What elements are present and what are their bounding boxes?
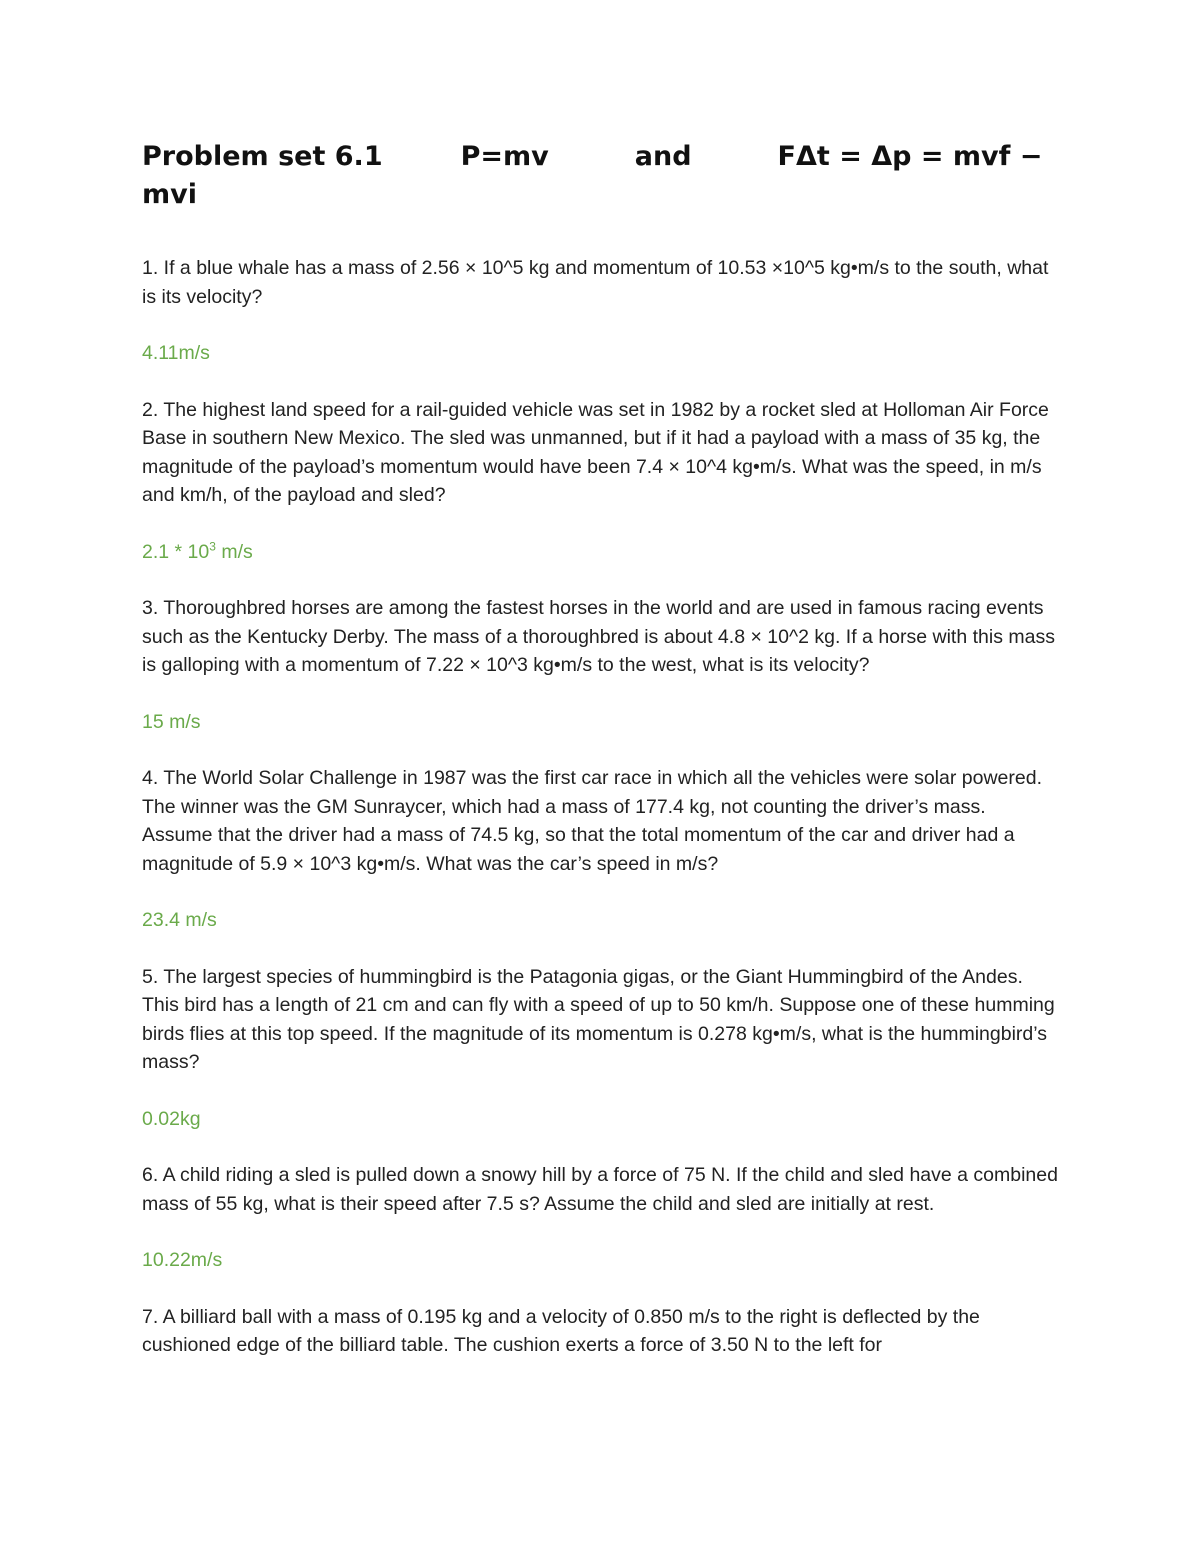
title-problem-set: Problem set 6.1 bbox=[142, 141, 383, 172]
question-1: 1. If a blue whale has a mass of 2.56 × 10^5 kg and momentum of 10.53 ×10^5 kg•m/s to the south, what is its velocity? bbox=[142, 257, 1049, 308]
page-title bbox=[142, 138, 1060, 214]
answer-2-exponent: 3 bbox=[209, 539, 216, 553]
title-momentum-formula: P=mv bbox=[460, 141, 549, 172]
answer-2-base: 2.1 * 10 bbox=[142, 540, 210, 563]
question-5: 5. The largest species of hummingbird is the Patagonia gigas, or the Giant Hummingbird of the Andes. This bird has a length of 21 cm and can fly with a speed of up to 50 km/h. Suppose one of these humming birds flies at this top speed. If the magnitude of its momentum is 0.278 kg•m/s, what is the hummingbird’s mass? bbox=[142, 965, 1055, 1073]
question-6: 6. A child riding a sled is pulled down a snowy hill by a force of 75 N. If the child and sled have a combined mass of 55 kg, what is their speed after 7.5 s? Assume the child and sled are initially at rest. bbox=[142, 1164, 1058, 1215]
question-4: 4. The World Solar Challenge in 1987 was the first car race in which all the vehicles were solar powered. The winner was the GM Sunraycer, which had a mass of 177.4 kg, not counting the driver’s mass. Assume that the driver had a mass of 74.5 kg, so that the total momentum of the car and driver had a magnitude of 5.9 × 10^3 kg•m/s. What was the car’s speed in m/s? bbox=[142, 767, 1042, 875]
title-and: and bbox=[634, 141, 692, 172]
title-impulse-formula-end: mvi bbox=[142, 179, 197, 210]
answer-5: 0.02kg bbox=[142, 1107, 201, 1130]
answer-6: 10.22m/s bbox=[142, 1249, 223, 1271]
question-2: 2. The highest land speed for a rail-guided vehicle was set in 1982 by a rocket sled at Holloman Air Force Base in southern New Mexico. The sled was unmanned, but if it had a payload with a mass of 35 kg, the magnitude of the payload’s momentum would have been 7.4 × 10^4 kg•m/s. What was the speed, in m/s and km/h, of the payload and sled? bbox=[142, 398, 1049, 506]
answer-2 bbox=[142, 538, 1060, 567]
title-impulse-formula: FΔt = Δp = mvf − bbox=[777, 141, 1043, 172]
answer-1: 4.11m/s bbox=[142, 342, 210, 364]
answer-2-unit: m/s bbox=[215, 540, 253, 563]
question-7: 7. A billiard ball with a mass of 0.195 kg and a velocity of 0.850 m/s to the right is deflected by the cushioned edge of the billiard table. The cushion exerts a force of 3.50 N to the left for bbox=[142, 1305, 980, 1356]
answer-3: 15 m/s bbox=[142, 710, 201, 733]
document-page bbox=[142, 138, 1060, 1388]
answer-4: 23.4 m/s bbox=[142, 909, 217, 931]
question-3: 3. Thoroughbred horses are among the fastest horses in the world and are used in famous racing events such as the Kentucky Derby. The mass of a thoroughbred is about 4.8 × 10^2 kg. If a horse with this mass is galloping with a momentum of 7.22 × 10^3 kg•m/s to the west, what is its velocity? bbox=[142, 597, 1055, 676]
